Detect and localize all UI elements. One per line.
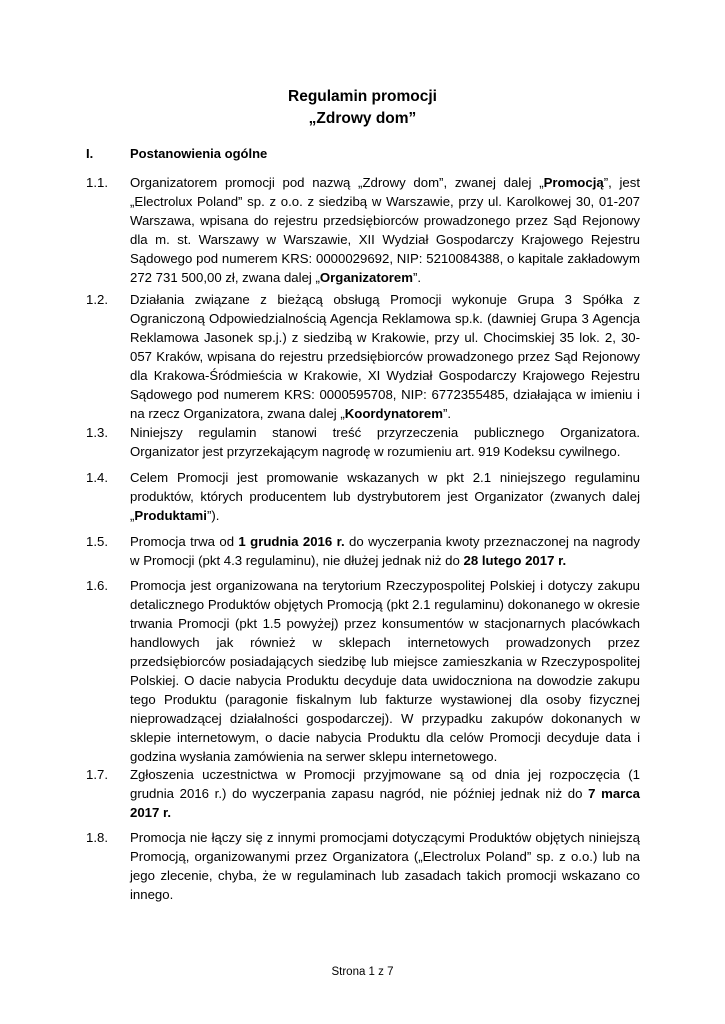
paragraph-text [130, 532, 640, 570]
text-run: do wyczerpania kwoty przeznaczonej na nagrody w Promocji (pkt 4.3 regulaminu), nie dłużej jednak niż do [130, 534, 640, 568]
bold-term: Koordynatorem [344, 406, 443, 421]
text-run: Promocja nie łączy się z innymi promocjami dotyczącymi Produktów objętych niniejszą Promocją, organizowanymi przez Organizatora („Electrolux Poland” sp. z o.o.) lub na jego zlecenie, chyba, że w regulaminach lub zasadach takich promocji wskazano co innego. [130, 830, 640, 902]
paragraph-1-3 [86, 423, 640, 461]
paragraph-number: 1.2. [86, 292, 108, 307]
paragraph-text [130, 173, 640, 287]
text-run: Organizatorem promocji pod nazwą „Zdrowy dom”, zwanej dalej „ [130, 175, 544, 190]
paragraph-text [130, 576, 640, 766]
paragraph-1-7 [86, 765, 640, 822]
text-run: Niniejszy regulamin stanowi treść przyrzeczenia publicznego Organizatora. Organizator jest przyrzekającym nagrodę w rozumieniu art. 919 Kodeksu cywilnego. [130, 425, 640, 459]
text-run: Działania związane z bieżącą obsługą Promocji wykonuje Grupa 3 Spółka z Ograniczoną Odpowiedzialnością Agencja Reklamowa sp.k. (dawniej Grupa 3 Agencja Reklamowa Jasonek sp.j.) z siedzibą w Krakowie, przy ul. Chocimskiej 35 lok. 2, 30-057 Kraków, wpisana do rejestru przedsiębiorców prowadzonego przez Sąd Rejonowy dla Krakowa-Śródmieścia w Krakowie, XI Wydział Gospodarczy Krajowego Rejestru Sądowego pod numerem KRS: 0000595708, NIP: 6772355485, działająca w imieniu i na rzecz Organizatora, zwana dalej „ [130, 292, 640, 421]
section-number: I. [86, 146, 94, 161]
paragraph-number: 1.8. [86, 830, 108, 845]
text-run: ”. [412, 270, 422, 285]
bold-term: 28 lutego 2017 r. [463, 553, 567, 568]
paragraph-1-8 [86, 828, 640, 904]
text-run: Promocja trwa od [130, 534, 239, 549]
bold-term: Organizatorem [319, 270, 413, 285]
text-run: ”, jest „Electrolux Poland” sp. z o.o. z siedzibą w Warszawie, przy ul. Karolkowej 30, 01-207 Warszawa, wpisana do rejestru przedsiębiorców prowadzonego przez Sąd Rejonowy dla m. st. Warszawy w Warszawie, XII Wydział Gospodarczy Krajowego Rejestru Sądowego pod numerem KRS: 0000029692, NIP: 5210084388, o kapitale zakładowym 272 731 500,00 zł, zwana dalej „ [130, 175, 641, 285]
text-run: ”. [442, 406, 452, 421]
paragraph-number: 1.5. [86, 534, 108, 549]
bold-term: 1 grudnia 2016 r. [238, 534, 345, 549]
document-title: Regulamin promocji [288, 88, 437, 105]
paragraph-1-2 [86, 290, 640, 423]
paragraph-text [130, 468, 640, 525]
paragraph-number: 1.6. [86, 578, 108, 593]
text-run: Celem Promocji jest promowanie wskazanych w pkt 2.1 niniejszego regulaminu produktów, których producentem lub dystrybutorem jest Organizator (zwanych dalej „ [130, 470, 640, 523]
paragraph-text [130, 765, 640, 822]
paragraph-number: 1.4. [86, 470, 108, 485]
paragraph-number: 1.3. [86, 425, 108, 440]
paragraph-1-5 [86, 532, 640, 570]
bold-term: Produktami [134, 508, 207, 523]
bold-term: 7 marca 2017 r. [130, 786, 640, 820]
paragraph-1-4 [86, 468, 640, 525]
text-run: Promocja jest organizowana na terytorium Rzeczypospolitej Polskiej i dotyczy zakupu detalicznego Produktów objętych Promocją (pkt 2.1 regulaminu) dokonanego w okresie trwania Promocji (pkt 1.5 powyżej) przez konsumentów w stacjonarnych placówkach handlowych jak również w sklepach internetowych prowadzonych przez przedsiębiorców posiadających siedzibę lub miejsce zamieszkania w Rzeczypospolitej Polskiej. O dacie nabycia Produktu decyduje data uwidoczniona na dowodzie zakupu tego Produktu (paragonie fiskalnym lub fakturze wystawionej dla osoby fizycznej nieprowadzącej działalności gospodarczej). W przypadku zakupów dokonanych w sklepie internetowym, o dacie nabycia Produktu dla celów Promocji decyduje data i godzina wysłania zamówienia na serwer sklepu internetowego. [130, 578, 640, 764]
text-run: Zgłoszenia uczestnictwa w Promocji przyjmowane są od dnia jej rozpoczęcia (1 grudnia 2016 r.) do wyczerpania zapasu nagród, nie później jednak niż do [130, 767, 640, 801]
paragraph-1-6 [86, 576, 640, 766]
section-title: Postanowienia ogólne [130, 146, 268, 161]
paragraph-text [130, 423, 640, 461]
paragraph-text [130, 290, 640, 423]
paragraph-number: 1.7. [86, 767, 108, 782]
paragraph-text [130, 828, 640, 904]
document-subtitle: „Zdrowy dom” [308, 110, 417, 127]
text-run: ”). [206, 508, 220, 523]
bold-term: Promocją [543, 175, 604, 190]
page-number: Strona 1 z 7 [331, 966, 394, 978]
paragraph-1-1 [86, 173, 640, 287]
paragraph-number: 1.1. [86, 175, 108, 190]
